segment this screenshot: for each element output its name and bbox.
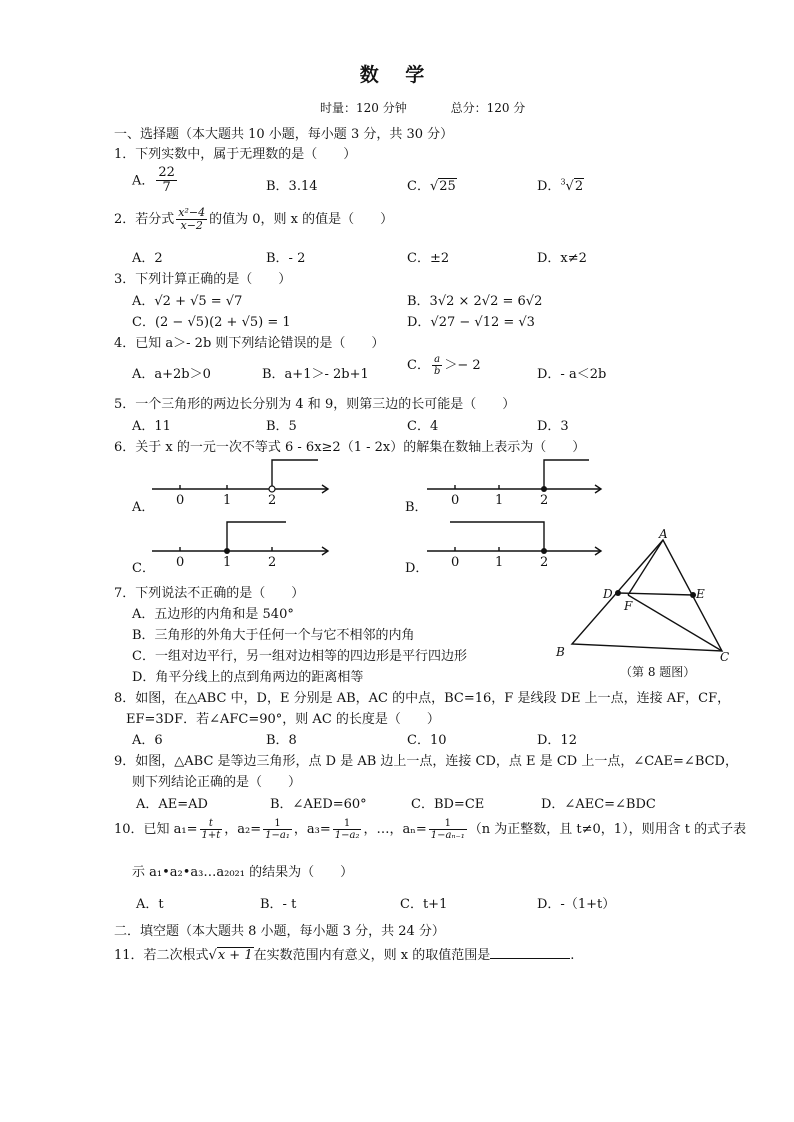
q6-option-c-label[interactable]: C． bbox=[132, 561, 155, 576]
q8-stem-line1: 8．如图，在△ABC 中，D，E 分别是 AB，AC 的中点，BC=16，F 是线段 DE 上一点，连接 AF，CF， bbox=[114, 691, 731, 706]
q3-stem: 3．下列计算正确的是（ ） bbox=[114, 272, 292, 287]
q4-option-c[interactable] bbox=[407, 354, 481, 377]
q1-a-label: A． bbox=[132, 173, 155, 189]
q3-option-c[interactable]: C．(2 − √5)(2 + √5) = 1 bbox=[132, 315, 291, 330]
q10-f4-num: 1 bbox=[429, 818, 467, 830]
q1-option-c[interactable]: C．√25 bbox=[407, 179, 456, 194]
q7-option-c[interactable]: C．一组对边平行，另一组对边相等的四边形是平行四边形 bbox=[132, 649, 467, 664]
vertex-a-label: A bbox=[659, 528, 668, 541]
q6-option-a-label[interactable]: A． bbox=[132, 500, 155, 515]
q1-a-fraction bbox=[156, 166, 177, 196]
q9-option-c[interactable]: C．BD=CE bbox=[411, 797, 485, 812]
section-2-heading: 二．填空题（本大题共 8 小题，每小题 3 分，共 24 分） bbox=[114, 924, 445, 939]
q9-option-a[interactable]: A．AE=AD bbox=[136, 797, 208, 812]
q8-option-a[interactable]: A．6 bbox=[132, 733, 163, 748]
q2-option-c[interactable]: C．±2 bbox=[407, 251, 450, 266]
q8-option-b[interactable]: B．8 bbox=[266, 733, 297, 748]
q10-option-c[interactable]: C．t+1 bbox=[400, 897, 448, 912]
tick-1: 1 bbox=[495, 555, 504, 570]
tick-0: 0 bbox=[451, 555, 460, 570]
q3-option-d[interactable]: D．√27 − √12 = √3 bbox=[407, 315, 535, 330]
tick-1: 1 bbox=[495, 493, 504, 508]
q10-f2-num: 1 bbox=[263, 818, 292, 830]
exam-score: 总分：120 分 bbox=[450, 101, 526, 115]
q10-option-b[interactable]: B．- t bbox=[260, 897, 297, 912]
q10-fraction-3 bbox=[333, 818, 362, 841]
q4-c-num: a bbox=[432, 354, 442, 366]
q6-number-line-b bbox=[425, 452, 605, 512]
q10-f4-den: 1−aₙ₋₁ bbox=[430, 830, 465, 841]
q2-num: x²−4 bbox=[178, 206, 206, 219]
q8-stem-line2: EF=3DF．若∠AFC=90°，则 AC 的长度是（ ） bbox=[126, 712, 440, 727]
q10-stem-line1 bbox=[114, 818, 746, 841]
tick-2: 2 bbox=[268, 493, 277, 508]
q6-stem: 6．关于 x 的一元一次不等式 6 - 6x≥2（1 - 2x）的解集在数轴上表示为（ ） bbox=[114, 440, 586, 455]
q1-d-label: D． bbox=[537, 179, 561, 194]
q2-den: x−2 bbox=[180, 219, 203, 233]
q11-post: 在实数范围内有意义，则 x 的取值范围是 bbox=[253, 948, 491, 963]
point-e-label: E bbox=[696, 587, 705, 601]
q1-a-num: 22 bbox=[158, 165, 175, 180]
q2-pre: 2．若分式 bbox=[114, 212, 175, 228]
q10-pre: 10．已知 a₁= bbox=[114, 822, 198, 837]
q2-option-d[interactable]: D．x≠2 bbox=[537, 251, 587, 266]
q10-option-a[interactable]: A．t bbox=[136, 897, 164, 912]
q6-option-b-label[interactable]: B． bbox=[405, 500, 428, 515]
q1-d-radicand: 2 bbox=[574, 179, 584, 194]
tick-0: 0 bbox=[451, 493, 460, 508]
q10-option-d[interactable]: D．-（1+t） bbox=[537, 897, 616, 912]
page-title: 数 学 bbox=[359, 64, 435, 86]
q5-option-a[interactable]: A．11 bbox=[132, 419, 171, 434]
q8-option-c[interactable]: C．10 bbox=[407, 733, 447, 748]
q1-d-index: 3 bbox=[560, 177, 566, 187]
q9-option-d[interactable]: D．∠AEC=∠BDC bbox=[541, 797, 656, 812]
q1-c-label: C． bbox=[407, 179, 430, 194]
q4-c-label: C． bbox=[407, 358, 430, 373]
point-f-label: F bbox=[624, 599, 633, 613]
q7-stem: 7．下列说法不正确的是（ ） bbox=[114, 586, 305, 601]
vertex-b-label: B bbox=[556, 645, 565, 659]
exam-info bbox=[320, 99, 565, 116]
q10-fraction-1 bbox=[200, 818, 223, 841]
q3-option-a[interactable]: A．√2 + √5 = √7 bbox=[132, 294, 243, 309]
q5-option-c[interactable]: C．4 bbox=[407, 419, 439, 434]
q10-f2-den: 1−a₁ bbox=[265, 830, 290, 841]
vertex-c-label: C bbox=[720, 650, 730, 664]
tick-0: 0 bbox=[176, 493, 185, 508]
q4-c-post: ＞− 2 bbox=[444, 358, 481, 373]
exam-time: 时量：120 分钟 bbox=[320, 101, 407, 115]
point-d-label: D bbox=[603, 587, 613, 601]
q5-option-d[interactable]: D．3 bbox=[537, 419, 569, 434]
q10-f3-den: 1−a₂ bbox=[334, 830, 360, 841]
tick-1: 1 bbox=[223, 555, 232, 570]
q2-stem bbox=[114, 207, 393, 232]
q1-option-b[interactable]: B．3.14 bbox=[266, 179, 318, 194]
figure-caption: （第 8 题图） bbox=[620, 665, 696, 679]
q10-f1-num: t bbox=[200, 818, 223, 830]
q10-post: （n 为正整数，且 t≠0，1），则用含 t 的式子表 bbox=[468, 822, 747, 837]
q9-stem-line1: 9．如图，△ABC 是等边三角形，点 D 是 AB 边上一点，连接 CD，点 E 是 CD 上一点，∠CAE=∠BCD， bbox=[114, 754, 738, 769]
q2-option-a[interactable]: A．2 bbox=[132, 251, 163, 266]
q10-stem-line2: 示 a₁•a₂•a₃…a₂₀₂₁ 的结果为（ ） bbox=[132, 865, 354, 880]
q10-fraction-4 bbox=[429, 818, 467, 841]
q6-number-line-c bbox=[150, 514, 350, 574]
q10-mid2: ，a₃= bbox=[293, 822, 331, 837]
q1-stem: 1．下列实数中，属于无理数的是（ ） bbox=[114, 147, 357, 162]
q8-option-d[interactable]: D．12 bbox=[537, 733, 577, 748]
q11-answer-blank[interactable] bbox=[490, 946, 570, 959]
q11-pre: 11．若二次根式 bbox=[114, 948, 209, 963]
tick-2: 2 bbox=[268, 555, 277, 570]
q4-stem: 4．已知 a＞- 2b 则下列结论错误的是（ ） bbox=[114, 336, 385, 351]
q7-option-d[interactable]: D．角平分线上的点到角两边的距离相等 bbox=[132, 670, 364, 685]
q4-option-b[interactable]: B．a+1＞- 2b+1 bbox=[262, 367, 369, 382]
q1-option-d[interactable]: D．$^3$√2 bbox=[537, 177, 584, 194]
q2-post: 的值为 0，则 x 的值是（ ） bbox=[209, 212, 394, 228]
q11-end: . bbox=[570, 948, 575, 963]
q2-option-b[interactable]: B．- 2 bbox=[266, 251, 306, 266]
tick-1: 1 bbox=[223, 493, 232, 508]
q2-fraction bbox=[176, 207, 207, 232]
q5-stem: 5．一个三角形的两边长分别为 4 和 9，则第三边的长可能是（ ） bbox=[114, 397, 516, 412]
q9-option-b[interactable]: B．∠AED=60° bbox=[270, 797, 367, 812]
section-1-heading: 一、选择题（本大题共 10 小题，每小题 3 分，共 30 分） bbox=[114, 127, 454, 142]
q4-c-fraction bbox=[432, 354, 442, 377]
tick-2: 2 bbox=[540, 555, 549, 570]
q10-f3-num: 1 bbox=[333, 818, 362, 830]
q6-number-line-a bbox=[150, 452, 350, 512]
q7-option-a[interactable]: A．五边形的内角和是 540° bbox=[132, 607, 294, 622]
q1-a-den: 7 bbox=[162, 180, 171, 196]
q6-option-d-label[interactable]: D． bbox=[405, 561, 429, 576]
q7-option-b[interactable]: B．三角形的外角大于任何一个与它不相邻的内角 bbox=[132, 628, 415, 643]
q9-stem-line2: 则下列结论正确的是（ ） bbox=[132, 775, 302, 790]
q4-c-den: b bbox=[433, 366, 441, 377]
q10-mid3: ，…，aₙ= bbox=[363, 822, 427, 837]
tick-0: 0 bbox=[176, 555, 185, 570]
q11-radicand: x + 1 bbox=[217, 948, 253, 963]
triangle-figure bbox=[552, 528, 742, 678]
q1-c-radicand: 25 bbox=[439, 179, 456, 194]
q4-option-d[interactable]: D．- a＜2b bbox=[537, 367, 607, 382]
q11-stem: 11．若二次根式√x + 1在实数范围内有意义，则 x 的取值范围是 . bbox=[114, 948, 575, 963]
q10-mid1: ，a₂= bbox=[224, 822, 262, 837]
q1-option-a[interactable] bbox=[132, 166, 179, 196]
q3-option-b[interactable]: B．3√2 × 2√2 = 6√2 bbox=[407, 294, 543, 309]
tick-2: 2 bbox=[540, 493, 549, 508]
q5-option-b[interactable]: B．5 bbox=[266, 419, 297, 434]
q4-option-a[interactable]: A．a+2b＞0 bbox=[132, 367, 211, 382]
q10-fraction-2 bbox=[263, 818, 292, 841]
q10-f1-den: 1+t bbox=[201, 830, 221, 841]
